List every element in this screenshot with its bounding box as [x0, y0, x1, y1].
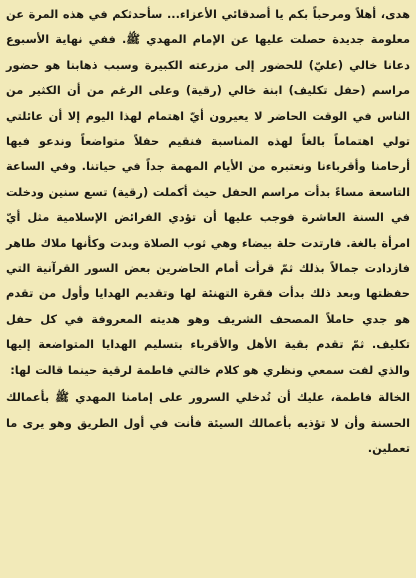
story-paragraph: هدى، أهلاً ومرحباً بكم يا أصدقائي الأعزاء... سأحدثكم في هذه المرة عن معلومة جديدة حصلت عليها عن الإمام المهدي ﷺ. ففي نهاية الأسبوع دعانا خالي (عليّ) للحضور إلى مزرعته الكبيرة وسبب ذهابنا هو حضور مراسم (حفل تكليف) ابنة خالي (رقية) وعلى الرغم من أن الكثير من الناس في الوقت الحاضر لا يعيرون أيّ اهتمام لهذا اليوم إلا أن عائلتي تولي اهتماماً بالغاً لهذه المناسبة فنقيم حفلاً متواضعاً وندعو فيها أرحامنا وأقرباءنا ونعتبره من الأيام المهمة جداً في حياتنا. وفي الساعة التاسعة مساءً بدأت مراسم الحفل حيث أكملت (رقية) تسع سنين ودخلت في السنة العاشرة فوجب عليها أن تؤدي الفرائض الإسلامية مثل أيّ امرأة بالغة. فارتدت حلة بيضاء وهي ثوب الصلاة وبدت وكأنها ملاك طاهر فازدادت جمالاً بذلك ثمّ قرأت أمام الحاضرين بعض السور القرآنية التي حفظتها وبعد ذلك بدأت فقرة التهنئة لها وتقديم الهدايا وأول من تقدم هو جدي حاملاً المصحف الشريف وهو هديته المعروفة في كل حفل تكليف. ثمّ تقدم بقية الأهل والأقرباء بتسليم الهدايا المتواضعة إليها والذي لفت سمعي ونظري هو كلام خالتي فاطمة لرقية حينما قالت لها:: [6, 7, 410, 377]
aunt-advice-paragraph: الخالة فاطمة، عليك أن تُدخلي السرور على إمامنا المهدي ﷺ بأعمالك الحسنة وأن لا تؤذيه بأعمالك السيئة فأنت في أول الطريق وهو يرى ما تعملين.: [6, 390, 410, 455]
